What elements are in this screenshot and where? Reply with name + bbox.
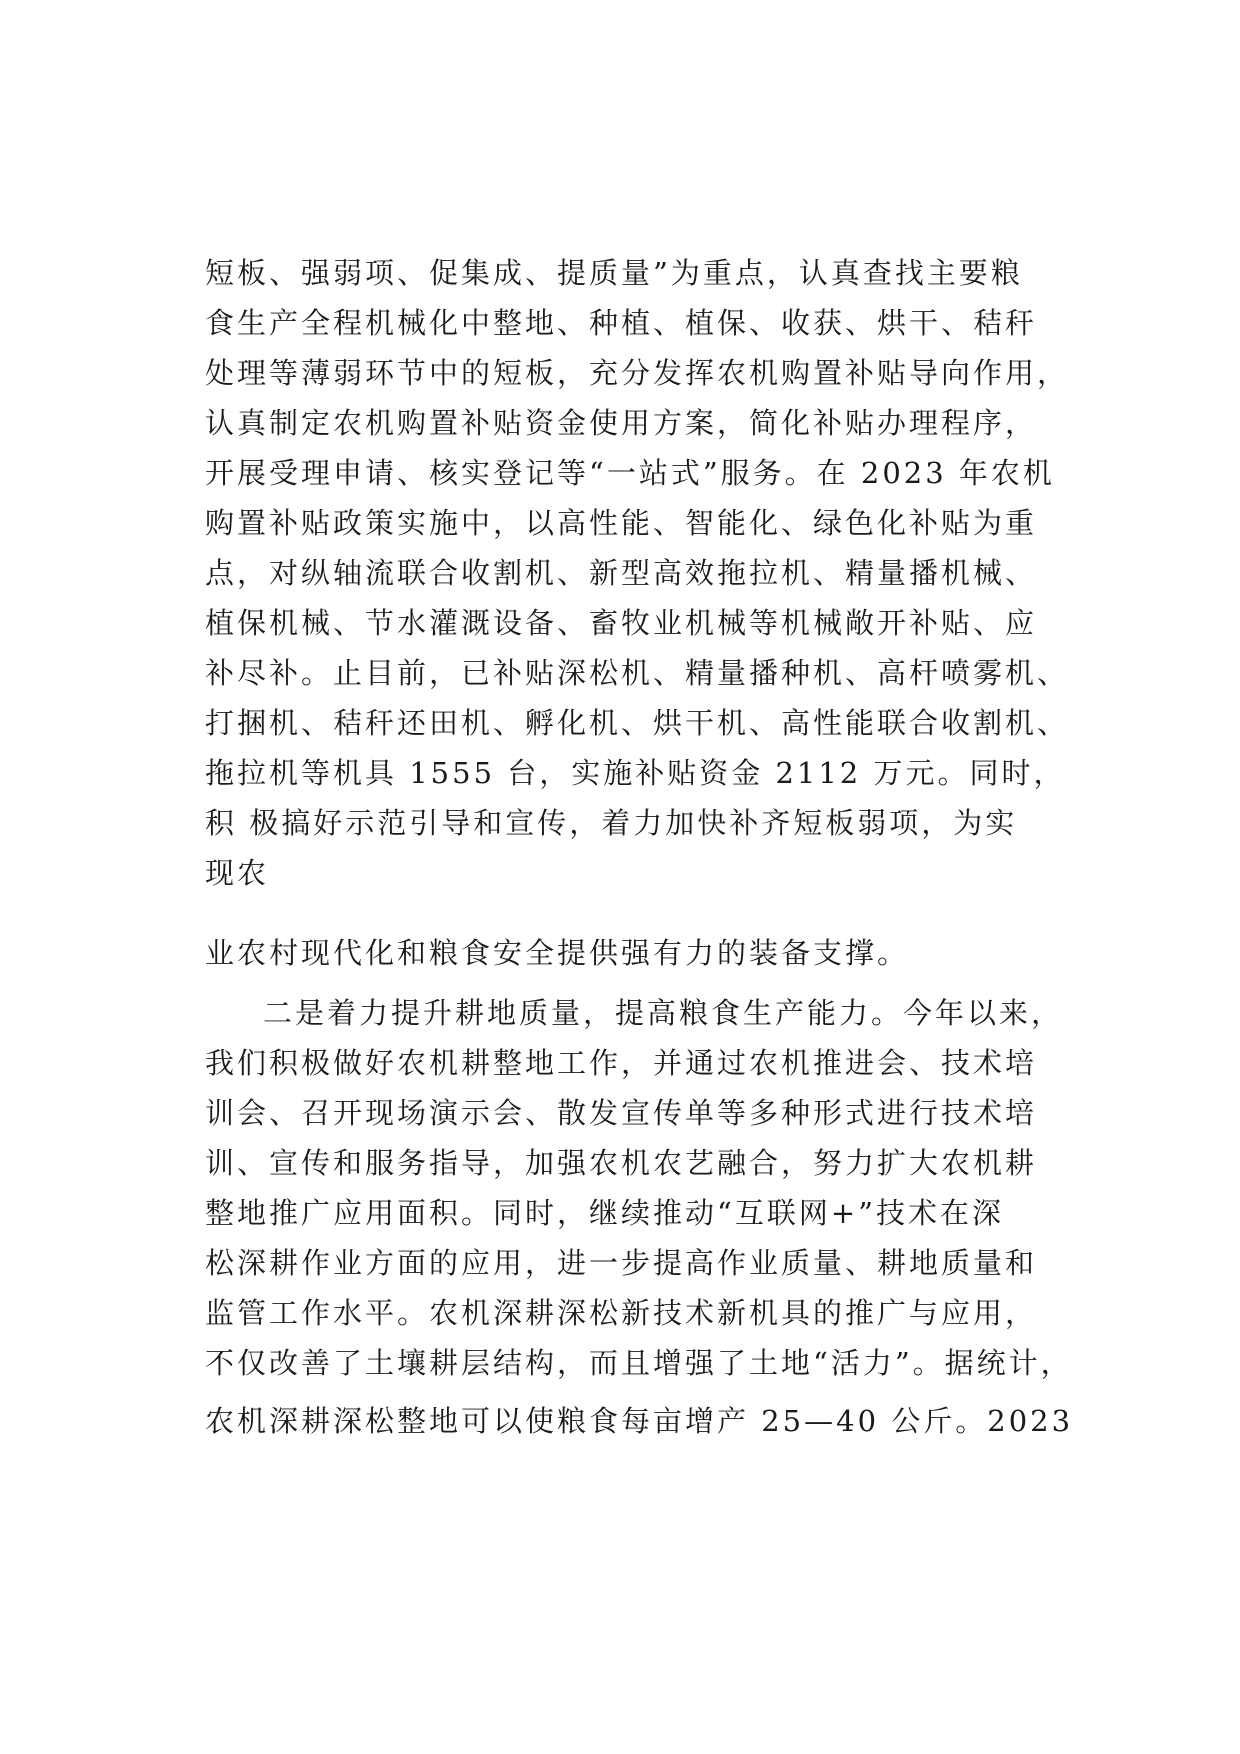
- text-line-3: 处理等薄弱环节中的短板，充分发挥农机购置补贴导向作用，: [205, 356, 1070, 390]
- text-line-1: 短板、强弱项、促集成、提质量”为重点，认真查找主要粮: [205, 256, 1023, 290]
- text-line-4: 认真制定农机购置补贴资金使用方案，简化补贴办理程序，: [205, 406, 1038, 440]
- text-line-14: 业农村现代化和粮食安全提供强有力的装备支撑。: [205, 936, 910, 970]
- text-line-11: 拖拉机等机具 1555 台，实施补贴资金 2112 万元。同时，: [205, 756, 1066, 790]
- text-line-23: 农机深耕深松整地可以使粮食每亩增产 25—40 公斤。2023: [205, 1404, 1074, 1438]
- text-line-6: 购置补贴政策实施中，以高性能、智能化、绿色化补贴为重: [205, 506, 1038, 540]
- text-line-20: 松深耕作业方面的应用，进一步提高作业质量、耕地质量和: [205, 1246, 1038, 1280]
- text-line-21: 监管工作水平。农机深耕深松新技术新机具的推广与应用，: [205, 1296, 1038, 1330]
- text-line-13: 现农: [205, 856, 270, 890]
- text-line-18: 训、宣传和服务指导，加强农机农艺融合，努力扩大农机耕: [205, 1146, 1038, 1180]
- text-line-12: 积 极搞好示范引导和宣传，着力加快补齐短板弱项，为实: [205, 806, 1018, 840]
- text-line-16: 我们积极做好农机耕整地工作，并通过农机推进会、技术培: [205, 1046, 1038, 1080]
- text-line-10: 打捆机、秸秆还田机、孵化机、烘干机、高性能联合收割机、: [205, 706, 1070, 740]
- text-line-22: 不仅改善了土壤耕层结构，而且增强了土地“活力”。据统计，: [205, 1346, 1073, 1380]
- text-line-19: 整地推广应用面积。同时，继续推动“互联网+”技术在深: [205, 1196, 1004, 1230]
- text-line-8: 植保机械、节水灌溉设备、畜牧业机械等机械敞开补贴、应: [205, 606, 1038, 640]
- text-line-7: 点，对纵轴流联合收割机、新型高效拖拉机、精量播机械、: [205, 556, 1038, 590]
- paragraph-2-first-line: 二是着力提升耕地质量，提高粮食生产能力。今年以来，: [263, 996, 1064, 1030]
- text-line-17: 训会、召开现场演示会、散发宣传单等多种形式进行技术培: [205, 1096, 1038, 1130]
- text-line-9: 补尽补。止目前，已补贴深松机、精量播种机、高杆喷雾机、: [205, 656, 1070, 690]
- text-line-5: 开展受理申请、核实登记等“一站式”服务。在 2023 年农机: [205, 456, 1055, 490]
- text-line-2: 食生产全程机械化中整地、种植、植保、收获、烘干、秸秆: [205, 306, 1038, 340]
